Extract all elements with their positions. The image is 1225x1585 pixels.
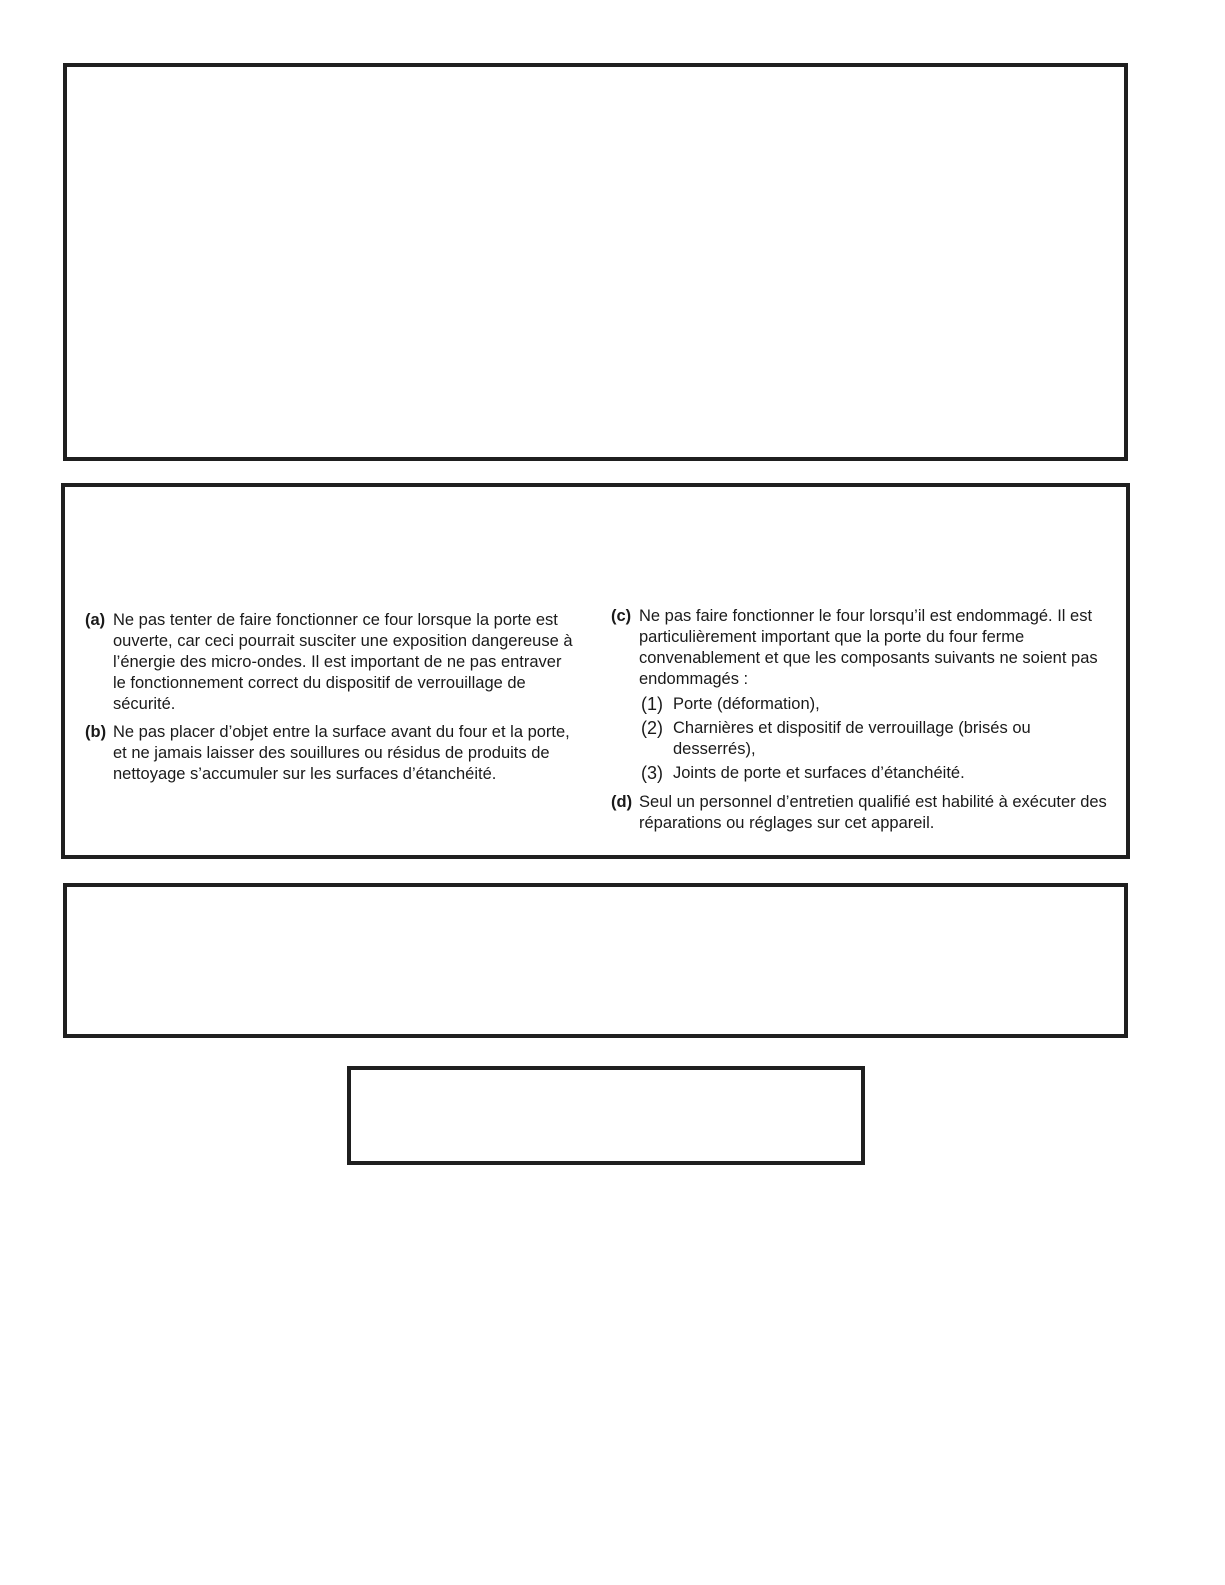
sub-item-2 [641,718,1111,760]
item-marker: (b) [85,723,107,741]
list-item-d [611,792,1111,834]
item-text: Seul un personnel d’entretien qualifié est habilité à exécuter des réparations ou réglages sur cet appareil. [639,793,1107,832]
sub-item-text: Joints de porte et surfaces d’étanchéité. [673,764,965,782]
item-text: Ne pas faire fonctionner le four lorsqu’il est endommagé. Il est particulièrement important que la porte du four ferme convenablement et que les composants suivants ne soient pas endommagés : [639,607,1098,688]
sub-item-1 [641,694,1111,715]
sub-item-marker: (2) [641,718,663,738]
damaged-components-list [611,694,1111,784]
precautions-right-column [611,606,1111,841]
item-marker: (c) [611,607,632,625]
precautions-left-column [85,610,573,792]
item-marker: (a) [85,611,106,629]
list-item-b [85,722,573,785]
precautions-box [61,483,1130,859]
list-item-c [611,606,1111,690]
list-item-a [85,610,573,715]
sub-item-marker: (3) [641,763,663,783]
sub-item-3 [641,763,1111,784]
item-marker: (d) [611,793,633,811]
warning-box-top [63,63,1128,461]
small-notice-box [347,1066,865,1165]
sub-item-text: Porte (déformation), [673,695,820,713]
item-text: Ne pas placer d’objet entre la surface avant du four et la porte, et ne jamais laisser des souillures ou résidus de produits de nettoyage s’accumuler sur les surfaces d’étanchéité. [113,723,570,783]
sub-item-marker: (1) [641,694,663,714]
item-text: Ne pas tenter de faire fonctionner ce four lorsque la porte est ouverte, car ceci pourrait susciter une exposition dangereuse à l’énergie des micro-ondes. Il est important de ne pas entraver le fonctionnement correct du dispositif de verrouillage de sécurité. [113,611,573,713]
sub-item-text: Charnières et dispositif de verrouillage (brisés ou desserrés), [673,719,1031,758]
notice-box [63,883,1128,1038]
